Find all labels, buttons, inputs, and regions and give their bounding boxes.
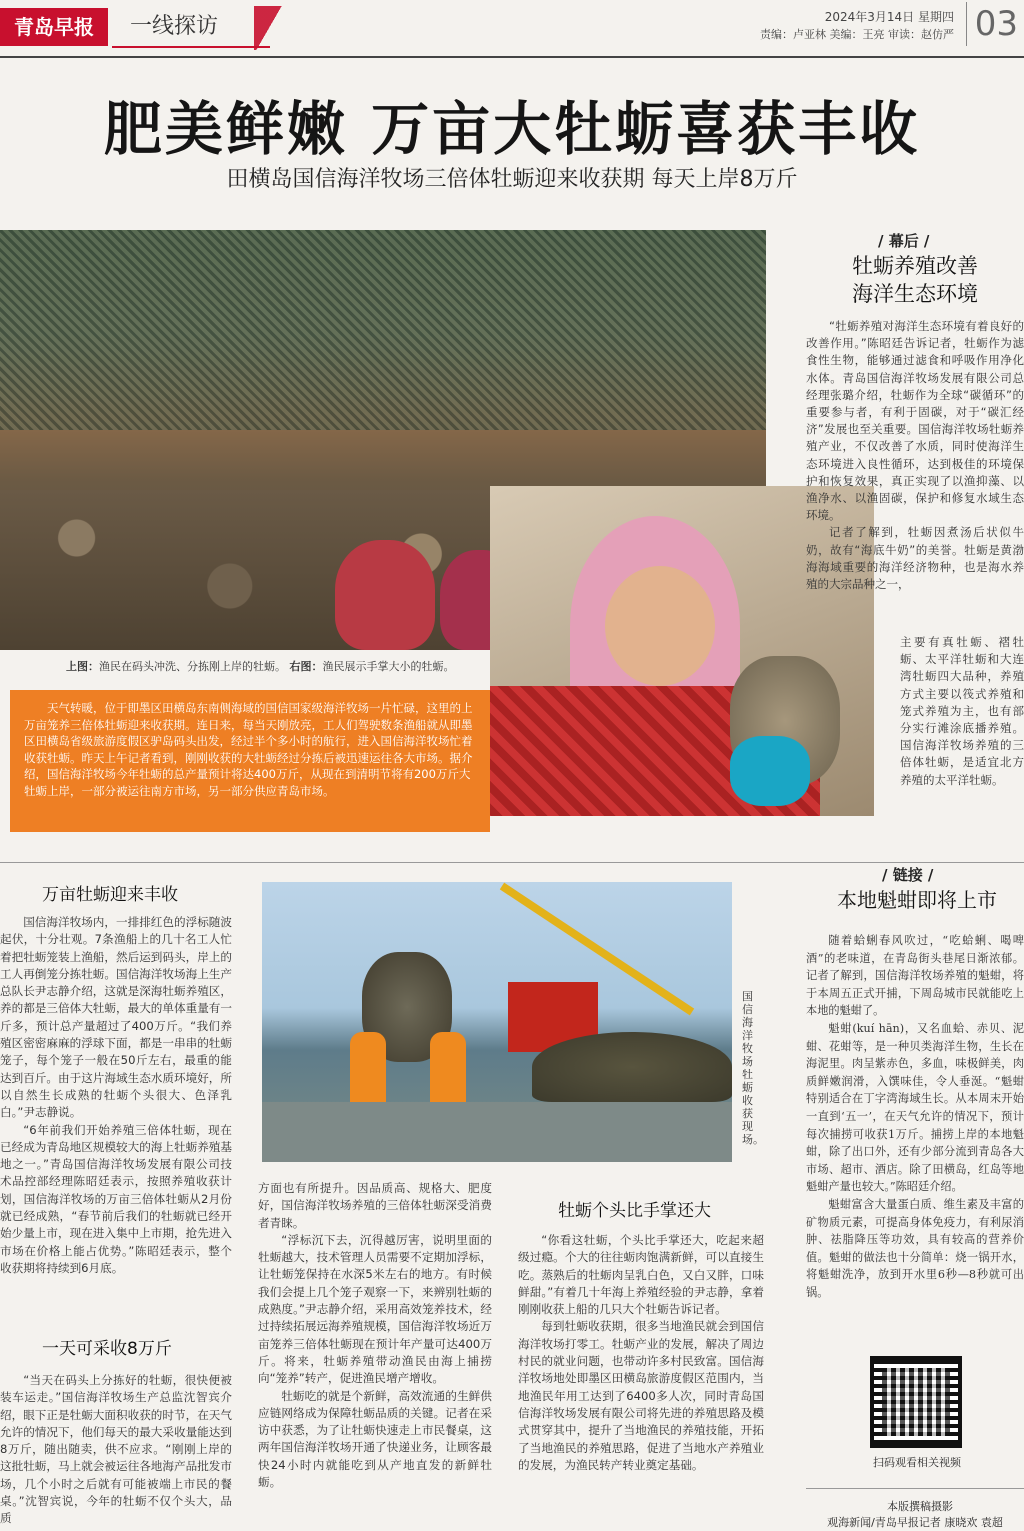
worker-figure (430, 1032, 466, 1112)
credit-line1: 本版撰稿摄影 (887, 1500, 953, 1513)
issue-date: 2024年3月14日 星期四 (824, 10, 954, 24)
caption-text-right: 渔民展示手掌大小的牡蛎。 (322, 660, 455, 673)
link-kicker: / 链接 / (882, 866, 934, 884)
subheadline: 田横岛国信海洋牧场三倍体牡蛎迎来收获期 每天上岸8万斤 (226, 167, 798, 192)
behind-scenes-body (806, 318, 1024, 593)
section1-body (0, 914, 232, 1277)
behind-scenes-para2a: 记者了解到，牡蛎因煮汤后状似牛奶，故有“海底牛奶”的美誉。牡蛎是黄渤海海域重要的海洋经济物种，也是海水养殖的大宗品种之一， (806, 525, 1024, 592)
page-number: 03 (966, 2, 1018, 46)
page-header (0, 0, 1024, 58)
section1-para2: “6年前我们开始养殖三倍体牡蛎，现在已经成为青岛地区规模较大的海上牡蛎养殖基地之一。”青岛国信海洋牧场发展有限公司技术品控部经理陈昭廷表示，按照养殖收获计划，国信海洋牧场的万亩三倍体牡蛎从2月份就已经成熟，“春节前后我们的牡蛎就已经开始少量上市，现在进入集中上市期，抢先进入市场在价格上能占优势。”陈昭廷表示，整个收获期将持续到6月底。 (0, 1122, 232, 1275)
link-para2: 魁蚶(kuí hān)，又名血蛤、赤贝、泥蚶、花蚶等，是一种贝类海洋生物，生长在海泥里。肉呈紫赤色，多血，味极鲜美，肉质鲜嫩润滑，入馔味佳，令人垂涎。“魁蚶特别适合在丁字湾海域生长。从本周末开始一直到‘五一’，在天气允许的情况下，预计每次捕捞可收获1万斤。捕捞上岸的本地魁蚶，除了出口外，还有少部分流到青岛各大市场、超市、酒店。除了田横岛，红岛等地魁蚶产量也较大。”陈昭廷介绍。 (806, 1021, 1024, 1194)
section1-para1: 国信海洋牧场内，一排排红色的浮标随波起伏，十分壮观。7条渔船上的几十名工人忙着把牡蛎笼装上渔船，然后运到码头，岸上的工人再倒笼分拣牡蛎。国信海洋牧场海上生产总队长尹志静介绍，这就是深海牡蛎养殖区，养的都是三倍体大牡蛎，最大的单体重量有一斤多，预计总产量超过了400万斤。“我们养殖区密密麻麻的浮球下面，都是一串串的牡蛎笼子，每个笼子一般在50斤左右，最重的能达到百斤。由于这片海域生态水质环境好，所以自然生长成熟的牡蛎个头很大、色泽乳白。”尹志静说。 (0, 915, 232, 1120)
intro-box: 天气转暖，位于即墨区田横岛东南侧海域的国信国家级海洋牧场一片忙碌，这里的上万亩笼养三倍体牡蛎迎来收获期。连日来，每当天刚放亮，工人们驾驶数条渔船就从即墨区田横岛省级旅游度假区驴岛码头出发，经过半个多小时的航行，进入国信海洋牧场忙着收获牡蛎。昨天上午记者看到，刚刚收获的大牡蛎经过分拣后被迅速运往各大市场。据介绍，国信海洋牧场今年牡蛎的总产量预计将达400万斤，从现在到清明节将有200万斤大牡蛎上岸，一部分被运往南方市场，另一部分供应青岛市场。 (10, 690, 490, 832)
worker-figure (335, 540, 435, 650)
divider (806, 1488, 1024, 1489)
middle-para1: 方面也有所提升。因品质高、规格大、肥度好，国信海洋牧场养殖的三倍体牡蛎深受消费者青睐。 (258, 1181, 492, 1230)
worker-figure (350, 1032, 386, 1112)
behind-scenes-para2b: 主要有真牡蛎、褶牡蛎、太平洋牡蛎和大连湾牡蛎四大品种，养殖方式主要以筏式养殖和笼式养殖为主，也有部分实行滩涂底播养殖。国信海洋牧场养殖的三倍体牡蛎，是适宜北方养殖的太平洋牡蛎。 (900, 635, 1024, 787)
link-para3: 魁蚶富含大量蛋白质、维生素及丰富的矿物质元素，可提高身体免疫力，有利尿消肿、祛脂降压等功效，具有较高的营养价值。魁蚶的做法也十分简单：烧一锅开水，将魁蚶洗净，放到开水里6秒—8秒就可出锅。 (806, 1197, 1024, 1299)
link-title: 本地魁蚶即将上市 (837, 888, 997, 912)
qr-caption: 扫码观看相关视频 (873, 1456, 961, 1469)
crane-arm-shape (462, 882, 702, 1022)
behind-scenes-para1: “牡蛎养殖对海洋生态环境有着良好的改善作用。”陈昭廷告诉记者，牡蛎作为滤食性生物，能够通过滤食和呼吸作用净化水体。青岛国信海洋牧场发展有限公司总经理张璐介绍，牡蛎作为全球“碳循环”的重要参与者，有利于固碳，对于“碳汇经济”发展也至关重要。国信海洋牧场牡蛎养殖产业，不仅改善了水质，同时使海洋生态环境进入良性循环，达到极佳的环境保护和恢复效果，真正实现了以渔抑藻、以渔净水、以渔固碳，保护和修复水域生态环境。 (806, 319, 1024, 523)
link-body (806, 932, 1024, 1301)
section2-para1: “当天在码头上分拣好的牡蛎，很快便被装车运走。”国信海洋牧场生产总监沈智宾介绍，眼下正是牡蛎大面积收获的时节，在天气允许的情况下，他们每天的最大采收量能达到8万斤，随出随卖，供不应求。“刚刚上岸的这批牡蛎，马上就会被运往各地海产品批发市场，几个小时之后就有可能被端上市民的餐桌。”沈智宾说，今年的牡蛎不仅个头大，品质 (0, 1373, 232, 1526)
photo-caption (66, 658, 455, 674)
face-shape (605, 566, 715, 686)
section3-body (518, 1232, 764, 1474)
section2-body (0, 1372, 232, 1528)
mid-photo-caption: 国信海洋牧场牡蛎收获现场。 (742, 990, 764, 1146)
behind-scenes-kicker: / 幕后 / (878, 232, 930, 250)
section-title: 一线探访 (112, 6, 270, 48)
section2-title: 一天可采收8万斤 (42, 1339, 172, 1359)
caption-label-right: 右图： (289, 660, 323, 673)
qr-code-icon[interactable] (870, 1356, 962, 1448)
section3-title: 牡蛎个头比手掌还大 (558, 1201, 711, 1221)
behind-scenes-title-line1: 牡蛎养殖改善 (852, 254, 978, 278)
glove-shape (730, 736, 810, 806)
middle-para2: “浮标沉下去，沉得越厉害，说明里面的牡蛎越大，技术管理人员需要不定期加浮标，让牡蛎笼保持在水深5米左右的地方。有时候我们会提上几个笼子观察一下，来辨别牡蛎的成熟度。”尹志静介绍，采用高效笼养技术，经过持续拓展远海养殖规模，国信海洋牧场近万亩笼养三倍体牡蛎现在预计年产量可达400万斤。将来，牡蛎养殖带动渔民由海上捕捞向“笼养”转产，促进渔民增产增收。 (258, 1232, 492, 1386)
middle-para3: 牡蛎吃的就是个新鲜，高效流通的生鲜供应链网络成为保障牡蛎品质的关键。记者在采访中获悉，为了让牡蛎快速走上市民餐桌，这两年国信海洋牧场开通了快递业务，让顾客最快24小时内就能吃到从产地直发的新鲜牡蛎。 (258, 1388, 492, 1490)
editor-credits: 责编：卢亚林 美编：王亮 审读：赵仿严 (760, 28, 954, 41)
credit-line2: 观海新闻/青岛早报记者 康晓欢 袁超 (827, 1516, 1003, 1529)
fishing-nets-shape (0, 230, 766, 430)
section1-title: 万亩牡蛎迎来丰收 (42, 885, 178, 905)
newspaper-logo: 青岛早报 (0, 8, 108, 46)
mid-photo-harvest-scene (262, 882, 732, 1162)
dock-shape (262, 1102, 732, 1162)
caption-text-top: 渔民在码头冲洗、分拣刚上岸的牡蛎。 (99, 660, 286, 673)
behind-scenes-title (820, 252, 1010, 308)
middle-column-body (258, 1180, 492, 1491)
link-para1: 随着蛤蜊春风吹过，“吃蛤蜊、喝啤酒”的老味道，在青岛街头巷尾日渐浓郁。记者了解到，国信海洋牧场养殖的魁蚶，将于本周五正式开捕，下周岛城市民就能吃上本地的魁蚶了。 (806, 934, 1024, 1018)
section3-para1: “你看这牡蛎，个头比手掌还大，吃起来超级过瘾。个大的往往蛎肉饱满新鲜，可以直接生吃。蒸熟后的牡蛎肉呈乳白色，又白又胖，口味鲜甜。”有着几十年海上养殖经验的尹志静，拿着刚刚收获上船的几只大个牡蛎告诉记者。 (518, 1233, 764, 1317)
oyster-heap-shape (532, 1032, 732, 1102)
headline: 肥美鲜嫩 万亩大牡蛎喜获丰收 (103, 95, 921, 163)
divider (0, 862, 1024, 863)
behind-scenes-title-line2: 海洋生态环境 (852, 282, 978, 306)
caption-label-top: 上图： (66, 660, 99, 673)
section3-para2: 每到牡蛎收获期，很多当地渔民就会到国信海洋牧场打零工。牡蛎产业的发展，解决了周边村民的就业问题，也带动许多村民致富。国信海洋牧场地处即墨区田横岛旅游度假区范围内，当地渔民年用工达到了6400多人次，同时青岛国信海洋牧场发展有限公司将先进的养殖思路及模式贯穿其中，提升了当地渔民的养殖技能，开拓了当地渔民的养殖思路，促进了当地水产养殖业的发展，为渔民转产转业奠定基础。 (518, 1319, 764, 1472)
